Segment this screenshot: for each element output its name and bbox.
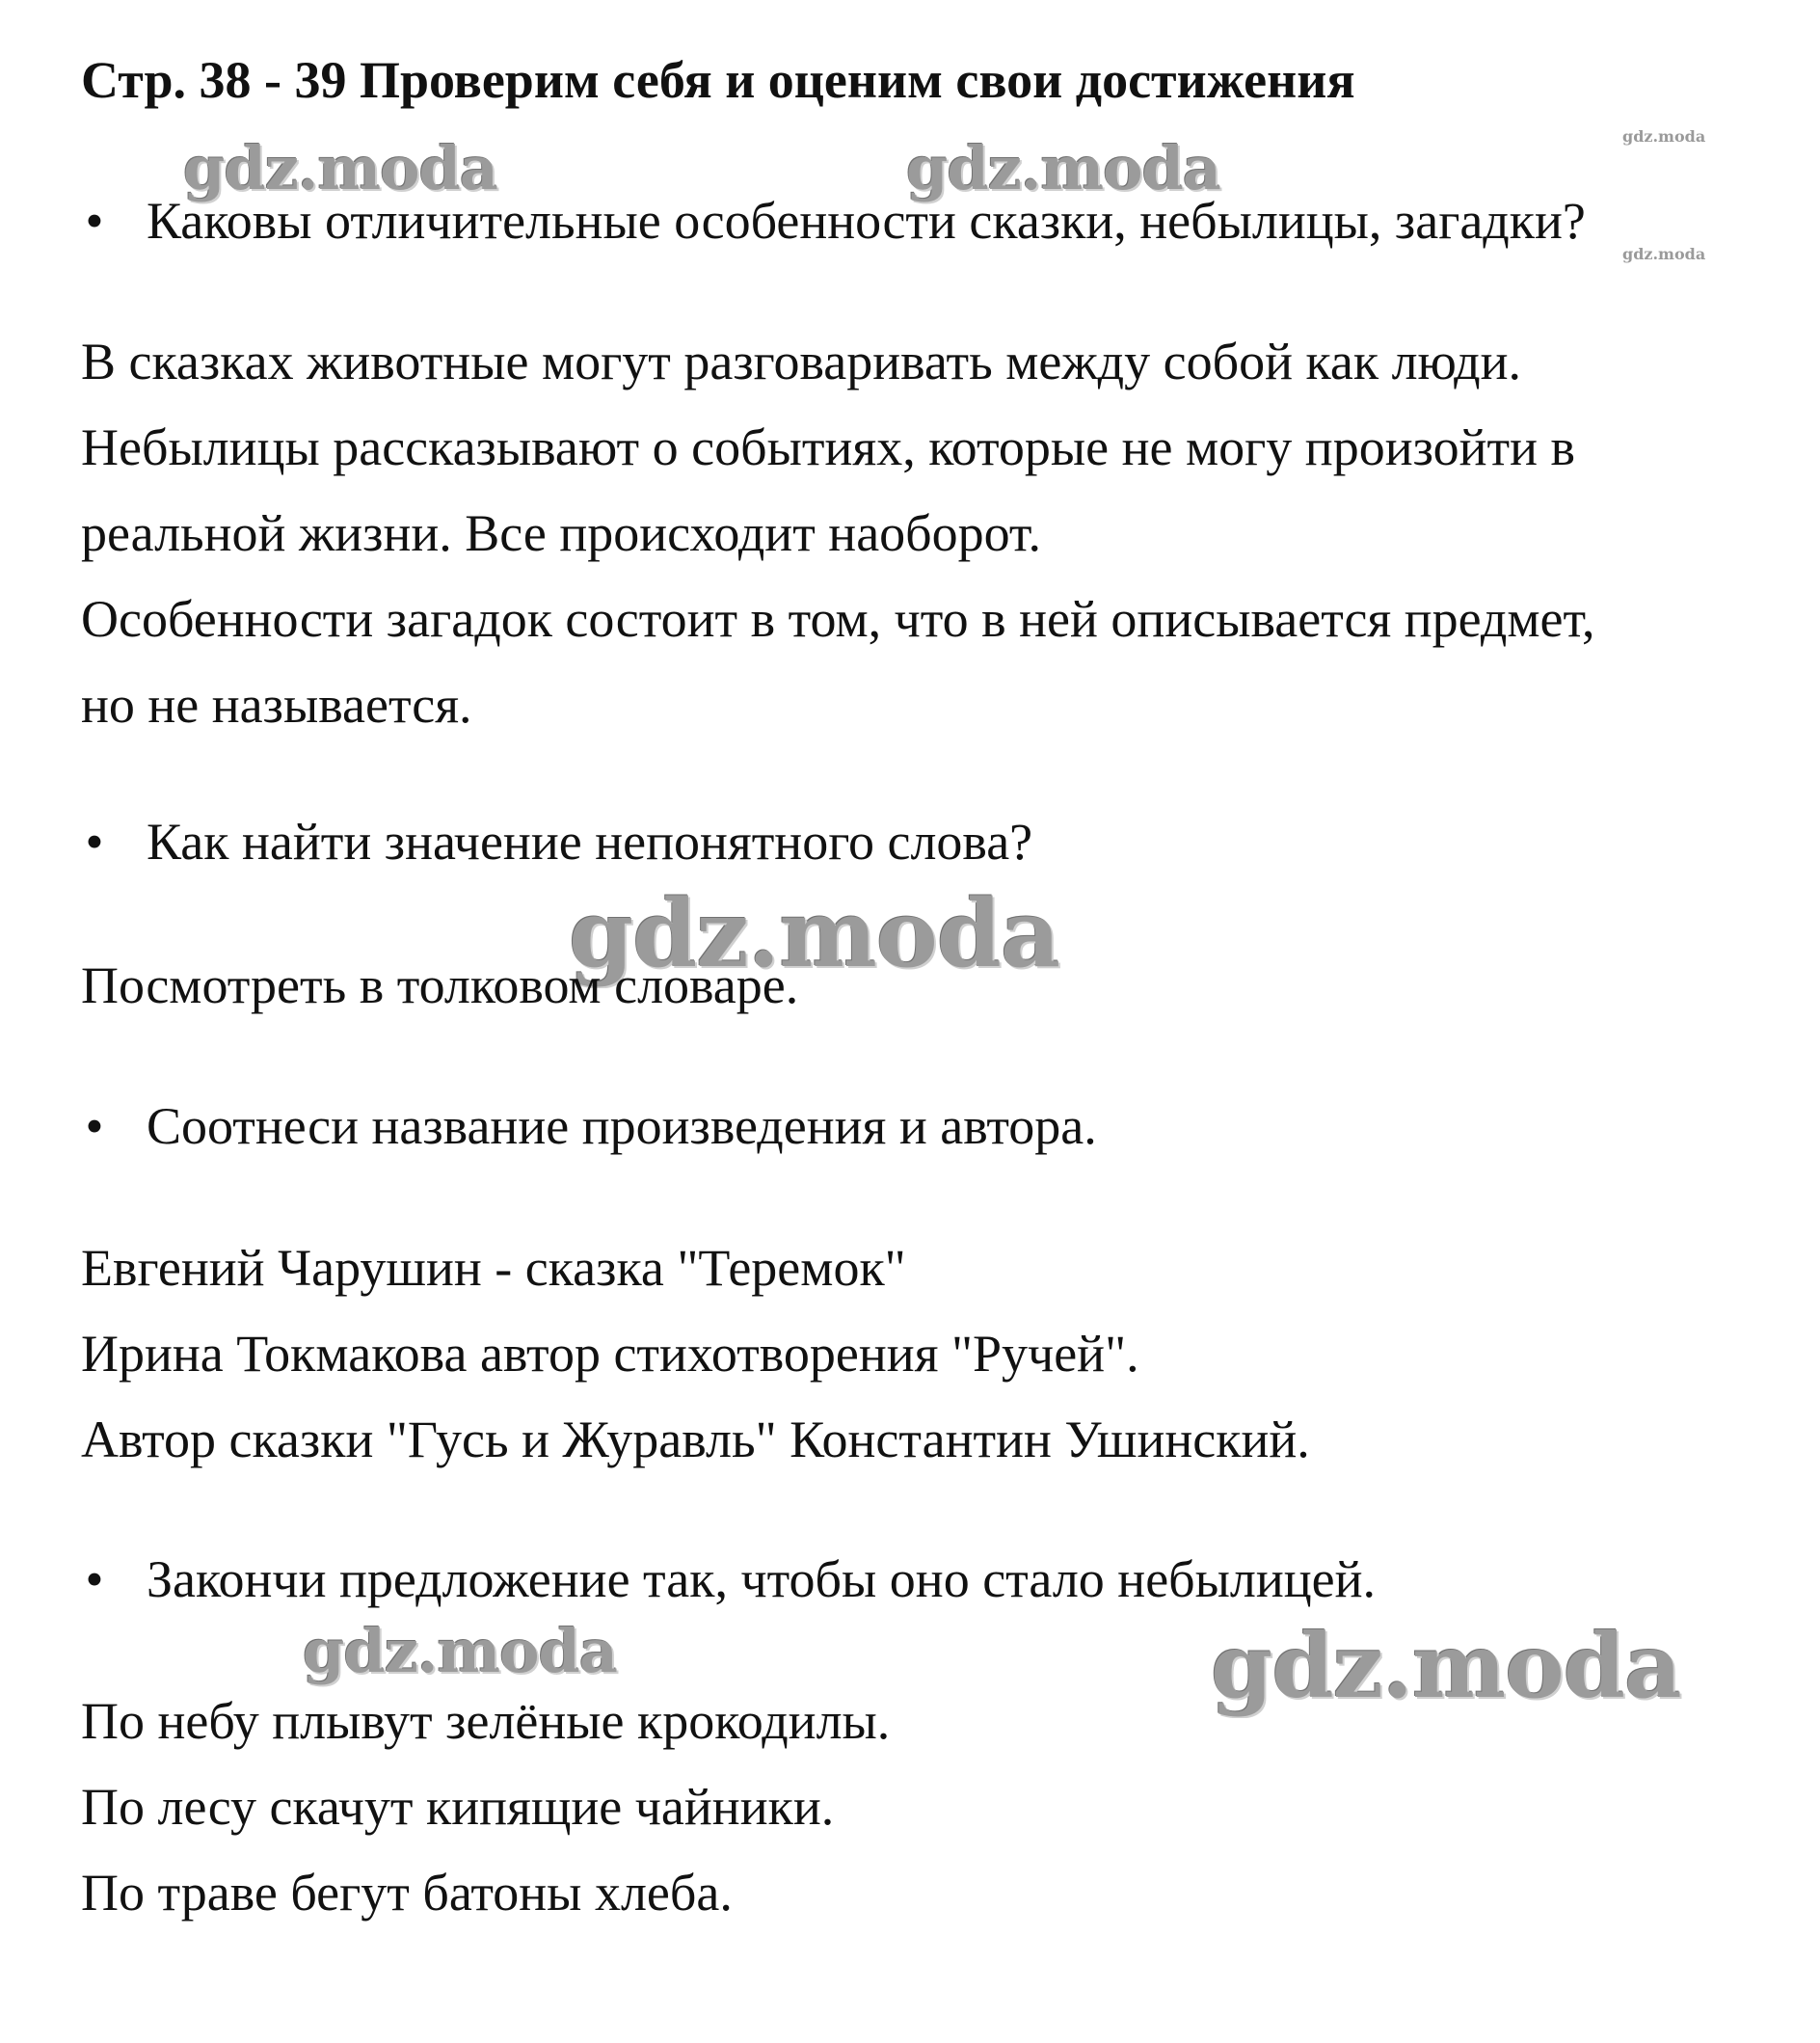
answer-line: По траве бегут батоны хлеба.: [81, 1864, 733, 1922]
question-text: Каковы отличительные особенности сказки, небылицы, загадки?: [147, 192, 1586, 250]
answer-line: Автор сказки "Гусь и Журавль" Константин Ушинский.: [81, 1411, 1310, 1468]
bullet-icon: •: [85, 1550, 104, 1608]
question-text: Закончи предложение так, чтобы оно стало небылицей.: [147, 1550, 1377, 1608]
question-text: Как найти значение непонятного слова?: [147, 813, 1033, 871]
answer-line: В сказках животные могут разговаривать между собой как люди.: [81, 333, 1522, 390]
answer-line: но не называется.: [81, 676, 472, 734]
watermark-logo: gdz.moda: [183, 133, 497, 203]
answer-line: реальной жизни. Все происходит наоборот.: [81, 504, 1041, 562]
answer-line: Особенности загадок состоит в том, что в ней описывается предмет,: [81, 590, 1595, 648]
answer-line: Евгений Чарушин - сказка "Теремок": [81, 1239, 906, 1297]
page-title: Стр. 38 - 39 Проверим себя и оценим свои достижения: [81, 51, 1355, 109]
bullet-icon: •: [85, 813, 104, 871]
watermark-logo: gdz.moda: [906, 133, 1220, 203]
answer-line: Небылицы рассказывают о событиях, которые не могу произойти в: [81, 418, 1575, 476]
question-text: Соотнеси название произведения и автора.: [147, 1097, 1097, 1155]
watermark-small: gdz.moda: [1622, 127, 1706, 146]
answer-line: Посмотреть в толковом словаре.: [81, 956, 799, 1014]
watermark-logo: gdz.moda: [1211, 1614, 1681, 1718]
answer-line: Ирина Токмакова автор стихотворения "Ручей".: [81, 1325, 1139, 1383]
watermark-logo: gdz.moda: [303, 1616, 617, 1686]
answer-line: По лесу скачут кипящие чайники.: [81, 1778, 835, 1836]
answer-line: По небу плывут зелёные крокодилы.: [81, 1692, 891, 1750]
bullet-icon: •: [85, 1097, 104, 1155]
watermark-small: gdz.moda: [1622, 245, 1706, 263]
bullet-icon: •: [85, 192, 104, 250]
watermark-logo: gdz.moda: [569, 879, 1060, 988]
